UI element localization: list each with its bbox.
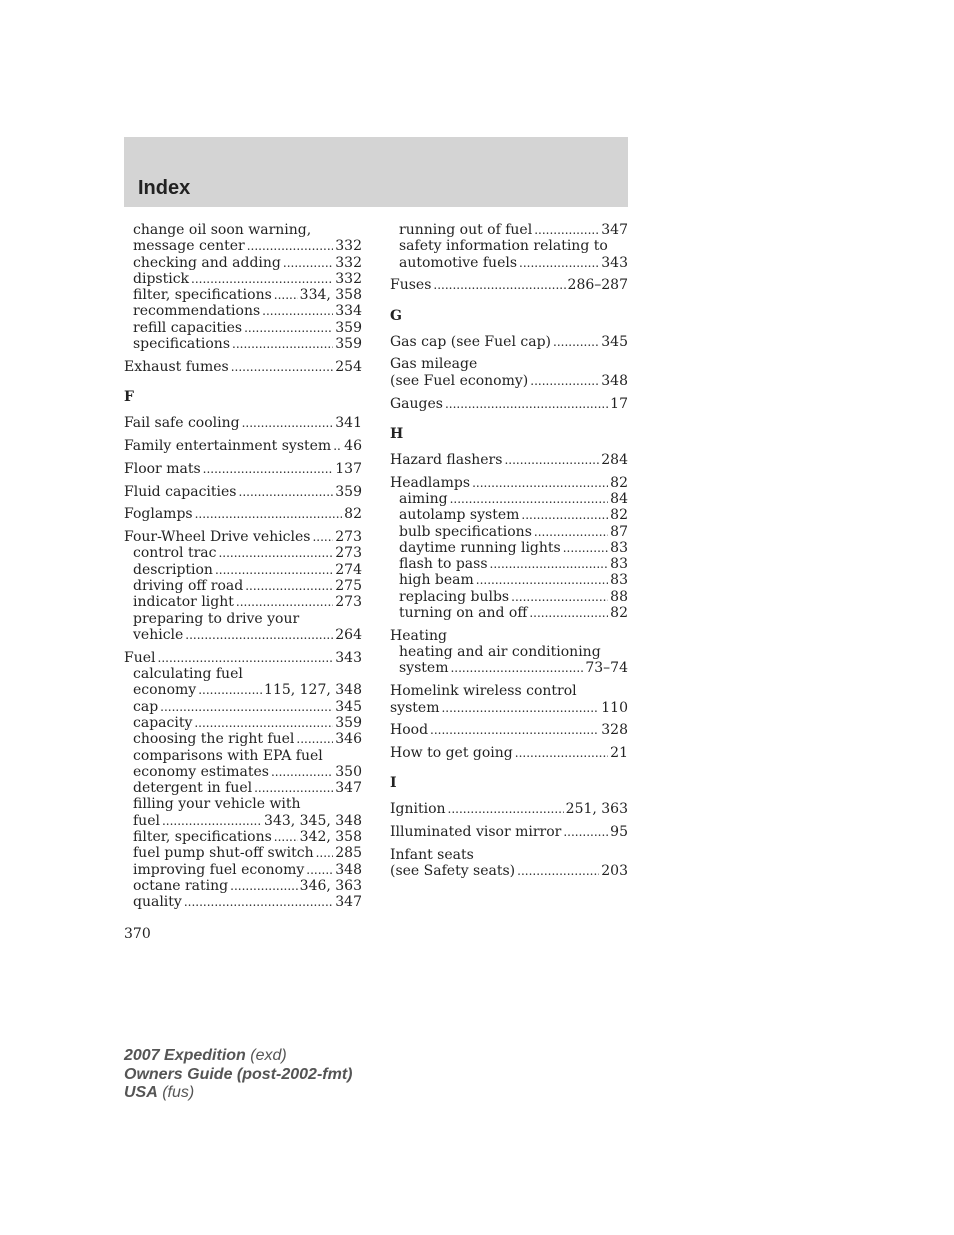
index-subentry: heating and air conditioning [399, 644, 601, 661]
index-entry: Four-Wheel Drive vehicles ..... 273 [124, 529, 362, 545]
index-subentry: control trac ..... 273 [124, 545, 362, 561]
index-subentry: refill capacities ..... 359 [124, 320, 362, 336]
index-subentry: cap ..... 345 [124, 699, 362, 715]
index-entry: Family entertainment system ..... 46 [124, 438, 362, 454]
index-subentry: recommendations ..... 334 [124, 303, 362, 319]
index-subentry: aiming ..... 84 [390, 491, 628, 507]
index-subentry: fuel ..... 343, 345, 348 [124, 813, 362, 829]
section-letter: G [390, 307, 402, 324]
page-title: Index [138, 177, 191, 199]
index-entry: Fail safe cooling ..... 341 [124, 415, 362, 431]
header-band [124, 137, 628, 207]
index-entry: Hood ..... 328 [390, 722, 628, 738]
index-subentry: filling your vehicle with [133, 796, 301, 813]
index-subentry: choosing the right fuel ..... 346 [124, 731, 362, 747]
index-subentry: indicator light ..... 273 [124, 594, 362, 610]
index-entry: Homelink wireless control [390, 683, 577, 700]
footer-line-region: USA (fus) [124, 1084, 195, 1101]
index-subentry: capacity ..... 359 [124, 715, 362, 731]
index-subentry: autolamp system ..... 82 [390, 507, 628, 523]
index-subentry: message center ..... 332 [124, 238, 362, 254]
document-footer [124, 1047, 352, 1103]
index-entry-continuation: (see Fuel economy) ..... 348 [390, 373, 628, 389]
index-subentry: safety information relating to [399, 238, 608, 255]
section-letter: I [390, 775, 397, 792]
index-entry: Heating [390, 627, 447, 644]
index-subentry: daytime running lights ..... 83 [390, 540, 628, 556]
footer-line-model: 2007 Expedition (exd) [124, 1047, 287, 1064]
index-subentry: system ..... 73–74 [390, 660, 628, 676]
index-entry: Hazard flashers ..... 284 [390, 452, 628, 468]
index-subentry: preparing to drive your [133, 610, 300, 627]
index-entry: Gauges ..... 17 [390, 396, 628, 412]
index-subentry: vehicle ..... 264 [124, 627, 362, 643]
page-number: 370 [124, 926, 151, 942]
index-subentry: specifications ..... 359 [124, 336, 362, 352]
index-entry: Foglamps ..... 82 [124, 506, 362, 522]
index-subentry: change oil soon warning, [133, 222, 312, 238]
index-subentry: dipstick ..... 332 [124, 271, 362, 287]
index-entry: Ignition ..... 251, 363 [390, 801, 628, 817]
index-entry-continuation: system ..... 110 [390, 700, 628, 716]
index-subentry: filter, specifications ..... 342, 358 [124, 829, 362, 845]
index-entry: Gas cap (see Fuel cap) ..... 345 [390, 334, 628, 350]
index-subentry: quality ..... 347 [124, 894, 362, 910]
index-entry: Illuminated visor mirror ..... 95 [390, 824, 628, 840]
footer-line-guide: Owners Guide (post-2002-fmt) [124, 1065, 353, 1083]
index-subentry: turning on and off ..... 82 [390, 605, 628, 621]
index-subentry: detergent in fuel ..... 347 [124, 780, 362, 796]
index-subentry: improving fuel economy ..... 348 [124, 862, 362, 878]
index-subentry: flash to pass ..... 83 [390, 556, 628, 572]
index-entry: Fuses ..... 286–287 [390, 277, 628, 293]
index-subentry: filter, specifications ..... 334, 358 [124, 287, 362, 303]
index-entry: How to get going ..... 21 [390, 745, 628, 761]
index-entry: Infant seats [390, 847, 474, 864]
index-subentry: high beam ..... 83 [390, 572, 628, 588]
index-subentry: bulb specifications ..... 87 [390, 524, 628, 540]
index-subentry: driving off road ..... 275 [124, 578, 362, 594]
index-entry: Gas mileage [390, 356, 478, 373]
index-subentry: replacing bulbs ..... 88 [390, 589, 628, 605]
index-subentry: economy ..... 115, 127, 348 [124, 682, 362, 698]
index-subentry: running out of fuel ..... 347 [390, 222, 628, 238]
index-entry: Fuel ..... 343 [124, 650, 362, 666]
right-column [390, 222, 628, 880]
index-subentry: economy estimates ..... 350 [124, 764, 362, 780]
index-entry: Floor mats ..... 137 [124, 461, 362, 477]
index-entry: Exhaust fumes ..... 254 [124, 359, 362, 375]
index-subentry: calculating fuel [133, 666, 243, 683]
section-letter: H [390, 425, 404, 442]
index-subentry: octane rating ..... 346, 363 [124, 878, 362, 894]
index-entry-continuation: (see Safety seats) ..... 203 [390, 863, 628, 879]
index-subentry: comparisons with EPA fuel [133, 747, 323, 764]
index-subentry: fuel pump shut-off switch ..... 285 [124, 845, 362, 861]
index-subentry: description ..... 274 [124, 562, 362, 578]
index-entry: Fluid capacities ..... 359 [124, 484, 362, 500]
index-subentry: checking and adding ..... 332 [124, 255, 362, 271]
index-subentry: automotive fuels ..... 343 [390, 255, 628, 271]
left-column [124, 222, 362, 910]
section-letter: F [124, 389, 134, 406]
index-entry: Headlamps ..... 82 [390, 475, 628, 491]
